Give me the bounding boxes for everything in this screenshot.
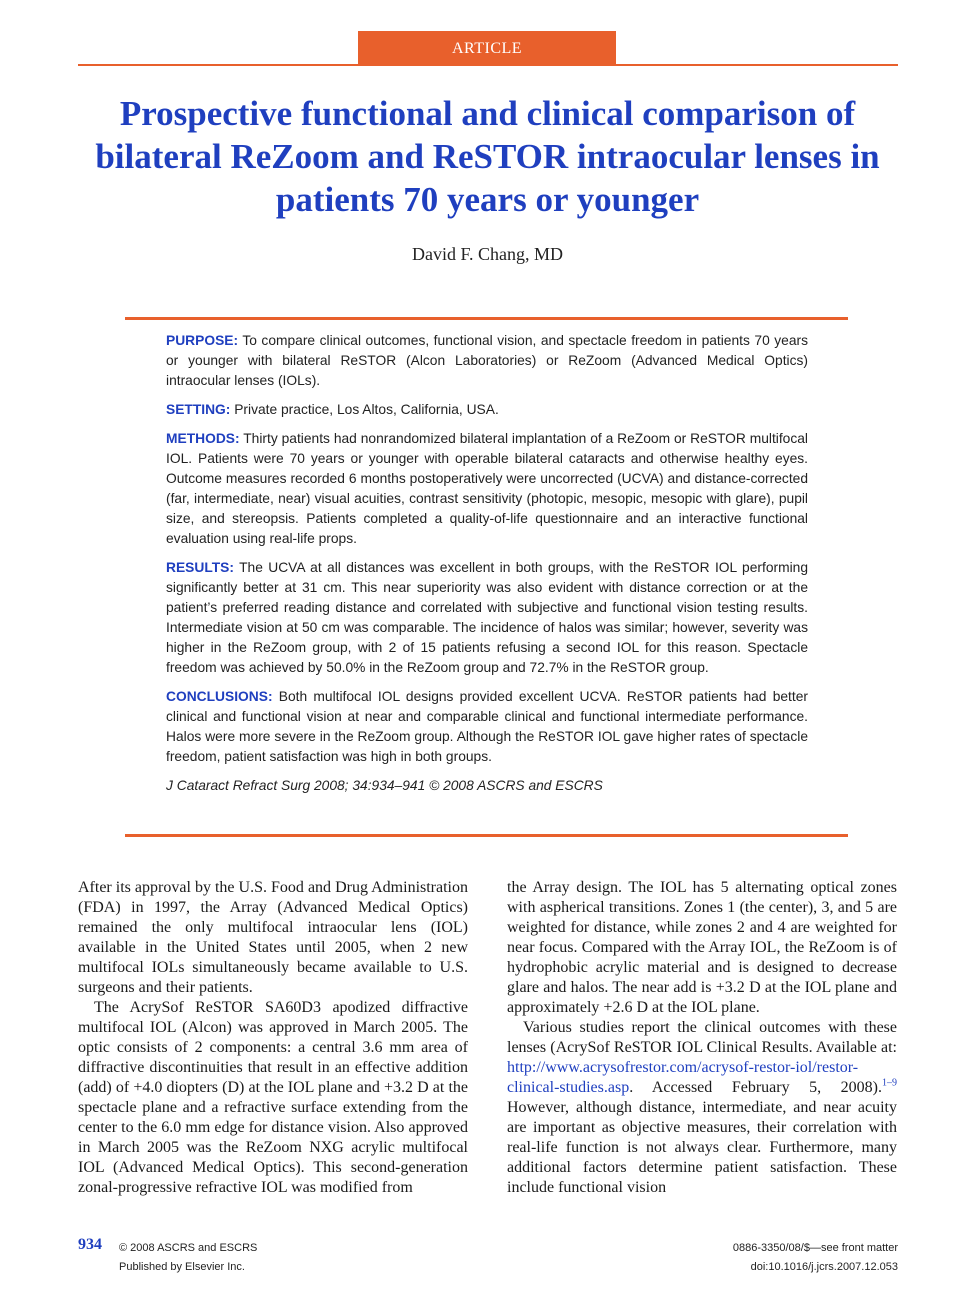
methods-text: Thirty patients had nonrandomized bilateral implantation of a ReZoom or ReSTOR multifocal IOL. Patients were 70 years or younger with operable bilateral cataracts and otherwise healthy eyes. Outcome measures recorded 6 months postoperatively were uncorrected (UCVA) and distance-corrected (far, intermediate, near) visual acuities, contrast sensitivity (photopic, mesopic, mesopic with glare), pupil size, and stereopsis. Patients completed a quality-of-life questionnaire and an interactive functional evaluation using real-life props.: [166, 431, 808, 546]
reference-link[interactable]: 1–9: [882, 1077, 897, 1089]
abstract-results: [166, 558, 808, 678]
abstract-purpose: [166, 331, 808, 391]
section-label: ARTICLE: [358, 31, 616, 65]
body-column-right: [507, 878, 897, 1198]
abstract-setting: [166, 400, 808, 420]
footer-doi: doi:10.1016/j.jcrs.2007.12.053: [750, 1261, 898, 1273]
body-text: Various studies report the clinical outcomes with these lenses (AcrySof ReSTOR IOL Clinical Results. Available at:: [507, 1019, 897, 1056]
purpose-text: To compare clinical outcomes, functional vision, and spectacle freedom in patients 70 years or younger with bilateral ReSTOR (Alcon Laboratories) or ReZoom (Advanced Medical Optics) intraocular lenses (IOLs).: [166, 333, 808, 388]
setting-label: SETTING:: [166, 402, 231, 417]
body-column-left: [78, 878, 468, 1198]
abstract-methods: [166, 429, 808, 549]
body-paragraph: [507, 1018, 897, 1198]
body-text: . Accessed February 5, 2008).: [629, 1079, 882, 1096]
abstract-top-rule: [125, 317, 848, 320]
body-paragraph: the Array design. The IOL has 5 alternating optical zones with aspherical transitions. Zones 1 (the center), 3, and 5 are weighted for distance, while zones 2 and 4 are weighted for near focus. Compared with the Array IOL, the ReZoom is of hydrophobic acrylic material and is designed to decrease glare and halos. The near add is +3.2 D at the IOL plane and approximately +2.6 D at the IOL plane.: [507, 879, 897, 1016]
page-number: 934: [78, 1236, 102, 1253]
setting-text: Private practice, Los Altos, California, USA.: [230, 402, 499, 417]
results-label: RESULTS:: [166, 560, 234, 575]
methods-label: METHODS:: [166, 431, 240, 446]
author-name: David F. Chang, MD: [411, 244, 564, 264]
body-text: However, although distance, intermediate, and near acuity are important as objective measures, their correlation with real-life function is not always clear. Furthermore, many additional factors determine patient satisfaction. These include functional vision: [507, 1099, 897, 1196]
body-paragraph: The AcrySof ReSTOR SA60D3 apodized diffractive multifocal IOL (Alcon) was approved in March 2005. The optic consists of 2 components: a central 3.6 mm area of diffractive discontinuities that result in an effective addition (add) of +4.0 diopters (D) at the IOL plane and +3.2 D at the spectacle plane and a refractive surface extending from the center to the 6.0 mm edge for distance vision. Also approved in March 2005 was the ReZoom NXG acrylic multifocal IOL (Advanced Medical Optics). This second-generation zonal-progressive refractive IOL was modified from: [78, 999, 468, 1196]
conclusions-text: Both multifocal IOL designs provided excellent UCVA. ReSTOR patients had better clinical and functional vision at near and comparable clinical and functional intermediate performance. Halos were more severe in the ReZoom group. Although the ReSTOR IOL gave higher rates of spectacle freedom, patient satisfaction was high in both groups.: [166, 689, 808, 764]
footer-copyright: © 2008 ASCRS and ESCRS: [119, 1242, 258, 1254]
results-text: The UCVA at all distances was excellent in both groups, with the ReSTOR IOL performing significantly better at 31 cm. This near superiority was also evident with distance correction or at the patient’s preferred reading distance and correlated with subjective and functional vision testing results. Intermediate vision at 50 cm was comparable. The incidence of halos was similar; however, severity was higher in the ReZoom group, with 2 of 15 patients refusing a second IOL for this reason. Spectacle freedom was achieved by 50.0% in the ReZoom group and 72.7% in the ReSTOR group.: [166, 560, 808, 675]
clinical-results-link[interactable]: http://www.acrysofrestor.com/acrysof-restor-iol/restor-clinical-studies.asp: [507, 1059, 859, 1096]
article-title: Prospective functional and clinical comparison of bilateral ReZoom and ReSTOR intraocular lenses in patients 70 years or younger: [95, 94, 880, 219]
conclusions-label: CONCLUSIONS:: [166, 689, 273, 704]
abstract-conclusions: [166, 687, 808, 767]
journal-citation: J Cataract Refract Surg 2008; 34:934–941 © 2008 ASCRS and ESCRS: [166, 778, 603, 793]
footer-issn: 0886-3350/08/$—see front matter: [732, 1242, 898, 1254]
abstract-bottom-rule: [125, 834, 848, 837]
abstract: [166, 331, 808, 805]
purpose-label: PURPOSE:: [166, 333, 239, 348]
footer-publisher: Published by Elsevier Inc.: [119, 1261, 245, 1273]
body-paragraph: After its approval by the U.S. Food and Drug Administration (FDA) in 1997, the Array (Advanced Medical Optics) remained the only multifocal intraocular lens (IOL) available in the United States until 2005, when 2 new multifocal IOLs simultaneously became available to U.S. surgeons and their patients.: [78, 879, 468, 996]
